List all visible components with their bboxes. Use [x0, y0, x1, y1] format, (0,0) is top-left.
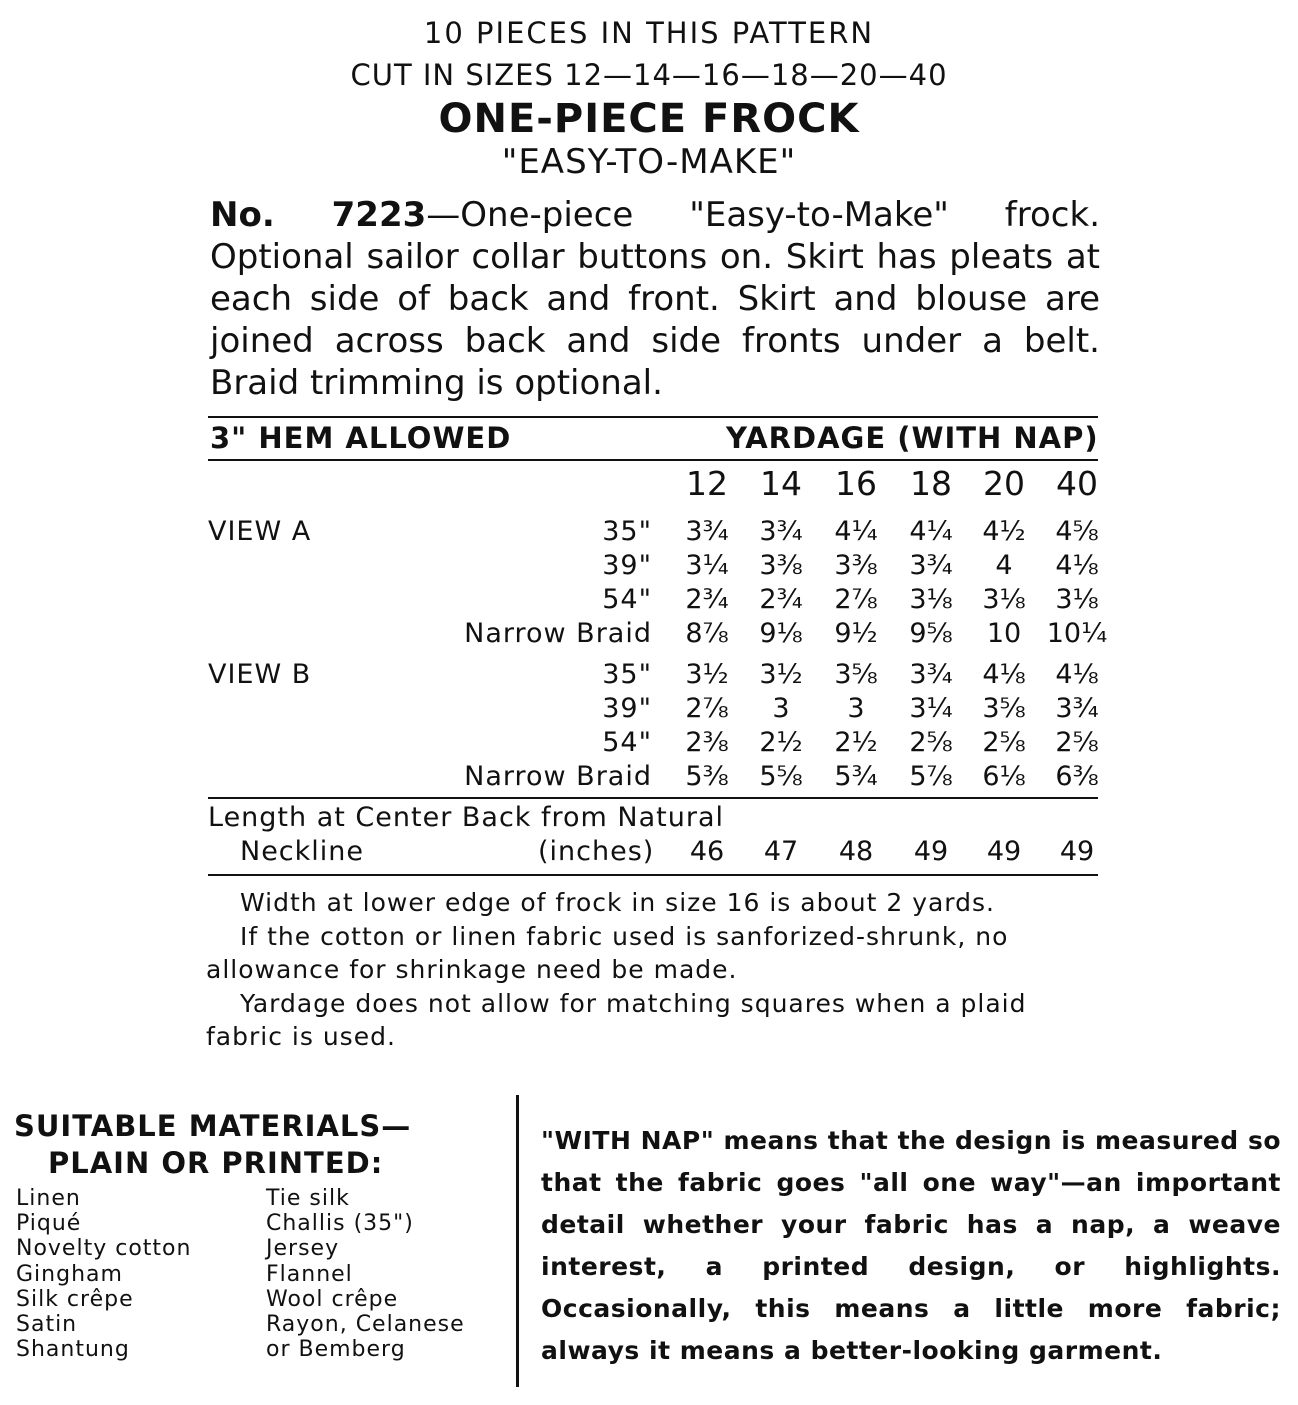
size-12: 12 [686, 464, 728, 503]
row-label: 35" [602, 516, 652, 547]
yardage-cell: 2⅞ [685, 693, 729, 724]
length-value: 49 [986, 836, 1022, 867]
hem-allowance: 3" HEM ALLOWED [210, 421, 512, 455]
yardage-cell: 9½ [834, 618, 878, 649]
yardage-cell: 3¼ [909, 693, 953, 724]
yardage-cell: 2⅞ [834, 584, 878, 615]
yardage-cell: 4⅝ [1055, 516, 1099, 547]
yardage-cell: 5⅞ [909, 761, 953, 792]
note-shrink-1: If the cotton or linen fabric used is sanforized-shrunk, no [240, 922, 1009, 951]
row-label: Narrow Braid [464, 618, 652, 649]
yardage-cell: 3¾ [1055, 693, 1099, 724]
note-width: Width at lower edge of frock in size 16 is about 2 yards. [240, 888, 995, 917]
length-value: 46 [689, 836, 725, 867]
yardage-cell: 2⅜ [685, 727, 729, 758]
pattern-description [210, 194, 1100, 404]
yardage-cell: 4¼ [834, 516, 878, 547]
yardage-heading: YARDAGE (WITH NAP) [726, 421, 1099, 455]
yardage-cell: 3¾ [909, 659, 953, 690]
yardage-cell: 3¾ [759, 516, 803, 547]
view-label: VIEW B [208, 659, 312, 690]
yardage-cell: 3½ [685, 659, 729, 690]
row-label: 54" [602, 727, 652, 758]
yardage-cell: 4⅛ [982, 659, 1026, 690]
yardage-cell: 2⅝ [1055, 727, 1099, 758]
yardage-cell: 3⅛ [1055, 584, 1099, 615]
material-item: Jersey [266, 1236, 340, 1262]
material-item: Piqué [16, 1211, 82, 1237]
material-item: Rayon, Celanese [266, 1312, 465, 1338]
row-label: 39" [602, 550, 652, 581]
yardage-cell: 2¾ [685, 584, 729, 615]
size-14: 14 [760, 464, 802, 503]
table-header-rule [208, 459, 1098, 461]
materials-heading-line-1: SUITABLE MATERIALS— [14, 1109, 412, 1143]
with-nap-explanation: "WITH NAP" means that the design is measured so that the fabric goes "all one way"—an important detail whether your fabric has a nap, a weave interest, a printed design, or highlights. Occasionally, this means a little more fabric; always it means a better-looking garment. [541, 1126, 1281, 1365]
material-item: Flannel [266, 1261, 353, 1287]
size-18: 18 [910, 464, 952, 503]
yardage-cell: 3⅜ [759, 550, 803, 581]
material-item: Novelty cotton [16, 1236, 192, 1262]
material-item: Tie silk [266, 1186, 350, 1211]
length-value: 49 [1059, 836, 1095, 867]
materials-column-2 [266, 1186, 465, 1362]
yardage-cell: 2⅝ [909, 727, 953, 758]
materials-heading [14, 1108, 411, 1182]
table-bottom-rule [208, 797, 1098, 799]
note-plaid-2: fabric is used. [206, 1022, 396, 1051]
material-item: Challis (35") [266, 1211, 414, 1237]
length-value: 49 [913, 836, 949, 867]
yardage-cell: 5¾ [834, 761, 878, 792]
yardage-cell: 6⅜ [1055, 761, 1099, 792]
yardage-cell: 4 [995, 550, 1013, 581]
size-range: CUT IN SIZES 12—14—16—18—20—40 [350, 58, 948, 92]
length-label-neckline: Neckline [240, 836, 365, 867]
yardage-cell: 6⅛ [982, 761, 1026, 792]
yardage-cell: 9⅛ [759, 618, 803, 649]
material-item: Gingham [16, 1261, 123, 1287]
row-label: 39" [602, 693, 652, 724]
yardage-cell: 2½ [834, 727, 878, 758]
size-16: 16 [835, 464, 877, 503]
yardage-cell: 3 [847, 693, 865, 724]
yardage-cell: 3⅝ [982, 693, 1026, 724]
yardage-cell: 3⅛ [982, 584, 1026, 615]
note-plaid-1: Yardage does not allow for matching squares when a plaid [240, 989, 1027, 1018]
length-rule [208, 874, 1098, 876]
material-item: Silk crêpe [16, 1286, 134, 1312]
yardage-cell: 3½ [759, 659, 803, 690]
yardage-cell: 2½ [759, 727, 803, 758]
yardage-cell: 2¾ [759, 584, 803, 615]
size-40: 40 [1056, 464, 1098, 503]
yardage-cell: 4⅛ [1055, 659, 1099, 690]
yardage-cell: 4⅛ [1055, 550, 1099, 581]
description-text: —One-piece "Easy-to-Make" frock. Optional sailor collar buttons on. Skirt has pleats at each side of back and front. Skirt and blouse are joined across back and side fronts under a belt. Braid trimming is optional. [210, 195, 1100, 403]
yardage-cell: 3⅜ [834, 550, 878, 581]
material-item: Satin [16, 1312, 78, 1338]
length-value: 48 [838, 836, 874, 867]
length-unit: (inches) [538, 836, 655, 867]
view-label: VIEW A [208, 516, 312, 547]
materials-heading-line-2: PLAIN OR PRINTED: [48, 1146, 384, 1180]
length-label: Length at Center Back from Natural [208, 802, 725, 833]
yardage-cell: 3¾ [685, 516, 729, 547]
material-item: Linen [16, 1186, 81, 1211]
yardage-cell: 9⅝ [909, 618, 953, 649]
table-top-rule [208, 416, 1098, 418]
pattern-title: ONE-PIECE FROCK [438, 96, 860, 142]
pattern-subtitle: "EASY-TO-MAKE" [501, 142, 797, 182]
materials-column-1 [16, 1186, 191, 1362]
yardage-cell: 4½ [982, 516, 1026, 547]
yardage-cell: 5⅜ [685, 761, 729, 792]
yardage-cell: 5⅝ [759, 761, 803, 792]
material-item: or Bemberg [266, 1337, 406, 1363]
note-shrink-2: allowance for shrinkage need be made. [206, 955, 738, 984]
row-label: 35" [602, 659, 652, 690]
yardage-cell: 10¼ [1046, 618, 1108, 649]
yardage-cell: 10 [986, 618, 1022, 649]
pieces-count: 10 PIECES IN THIS PATTERN [423, 16, 875, 50]
yardage-cell: 3⅛ [909, 584, 953, 615]
row-label: 54" [602, 584, 652, 615]
length-value: 47 [763, 836, 799, 867]
column-divider [516, 1095, 519, 1387]
pattern-number: No. 7223 [210, 195, 427, 235]
material-item: Shantung [16, 1337, 130, 1363]
yardage-cell: 4¼ [909, 516, 953, 547]
yardage-cell: 2⅝ [982, 727, 1026, 758]
row-label: Narrow Braid [464, 761, 652, 792]
size-20: 20 [983, 464, 1025, 503]
yardage-cell: 8⅞ [685, 618, 729, 649]
yardage-cell: 3 [772, 693, 790, 724]
yardage-cell: 3¼ [685, 550, 729, 581]
yardage-cell: 3⅝ [834, 659, 878, 690]
yardage-cell: 3¾ [909, 550, 953, 581]
material-item: Wool crêpe [266, 1286, 399, 1312]
